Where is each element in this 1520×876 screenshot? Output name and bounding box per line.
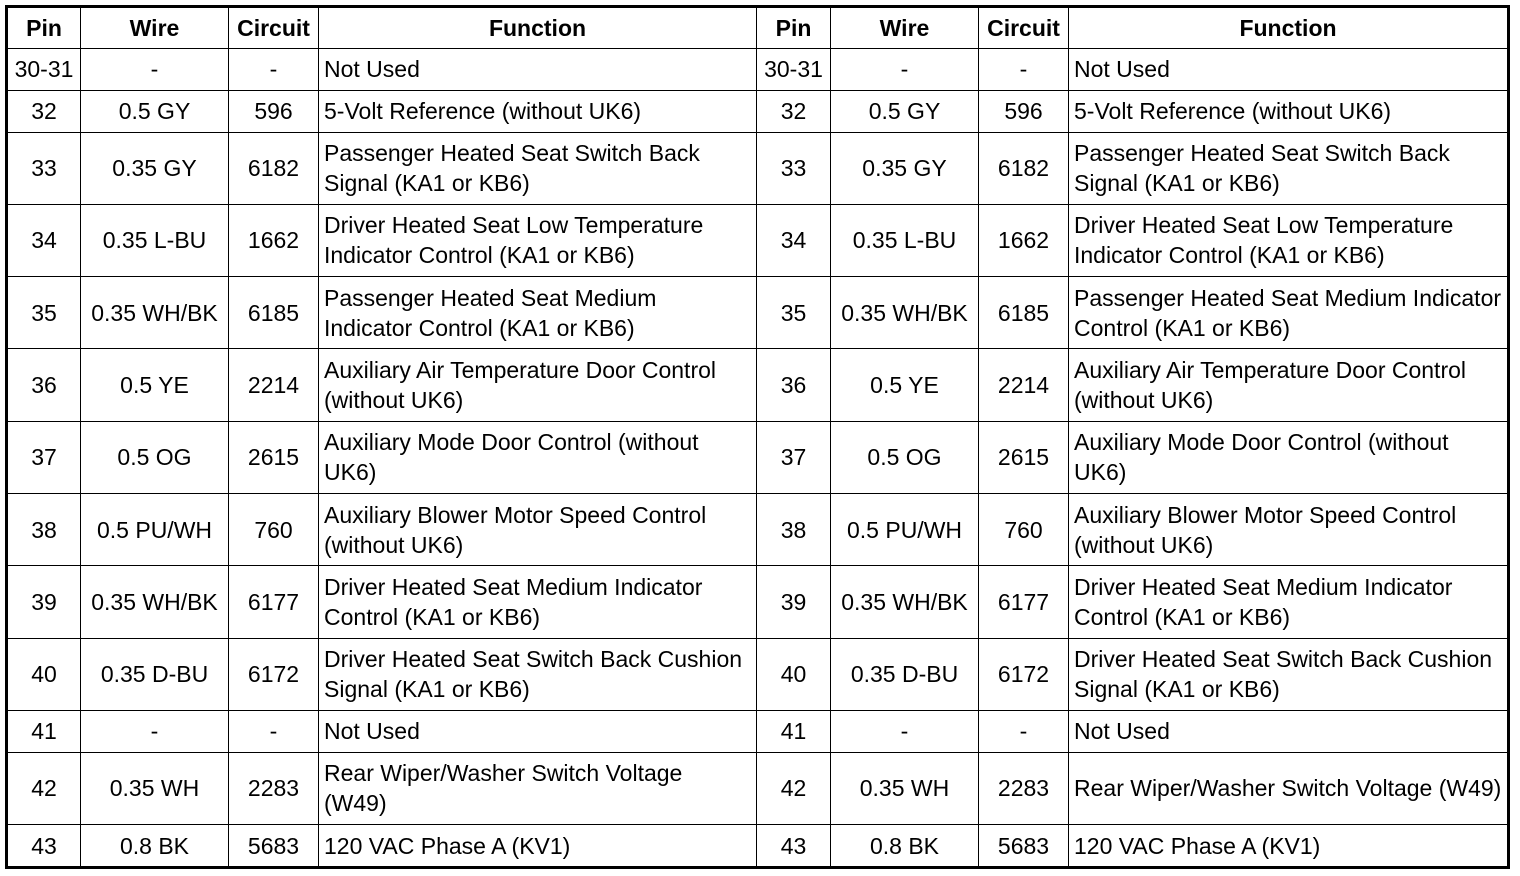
wire-cell-right: 0.5 PU/WH <box>831 494 979 566</box>
wire-cell-left: - <box>81 711 229 753</box>
pin-cell-right: 37 <box>757 421 831 493</box>
pin-cell-right: 41 <box>757 711 831 753</box>
circuit-cell-left: 5683 <box>229 825 319 868</box>
pin-cell-left: 41 <box>7 711 81 753</box>
wire-cell-left: 0.5 PU/WH <box>81 494 229 566</box>
pin-cell-left: 40 <box>7 638 81 710</box>
pin-table <box>5 5 1510 869</box>
wire-cell-right: 0.8 BK <box>831 825 979 868</box>
table-row <box>7 132 1509 204</box>
function-cell-right: Passenger Heated Seat Medium Indicator Control (KA1 or KB6) <box>1069 277 1509 349</box>
function-cell-right: 5-Volt Reference (without UK6) <box>1069 90 1509 132</box>
function-cell-right: Passenger Heated Seat Switch Back Signal (KA1 or KB6) <box>1069 132 1509 204</box>
table-row <box>7 711 1509 753</box>
header-pin-left: Pin <box>7 7 81 49</box>
function-cell-right: Rear Wiper/Washer Switch Voltage (W49) <box>1069 752 1509 824</box>
table-row <box>7 638 1509 710</box>
pin-cell-right: 30-31 <box>757 49 831 91</box>
pin-cell-right: 36 <box>757 349 831 421</box>
wire-cell-right: 0.35 WH <box>831 752 979 824</box>
wire-cell-right: - <box>831 49 979 91</box>
function-cell-right: Driver Heated Seat Switch Back Cushion Signal (KA1 or KB6) <box>1069 638 1509 710</box>
function-cell-right: Not Used <box>1069 711 1509 753</box>
header-function-right: Function <box>1069 7 1509 49</box>
table-header-row <box>7 7 1509 49</box>
function-cell-right: Driver Heated Seat Low Temperature Indicator Control (KA1 or KB6) <box>1069 204 1509 276</box>
circuit-cell-left: 2214 <box>229 349 319 421</box>
table-row <box>7 277 1509 349</box>
pin-cell-left: 39 <box>7 566 81 638</box>
pin-cell-left: 30-31 <box>7 49 81 91</box>
function-cell-right: Driver Heated Seat Medium Indicator Control (KA1 or KB6) <box>1069 566 1509 638</box>
function-cell-left: 120 VAC Phase A (KV1) <box>319 825 757 868</box>
table-row <box>7 349 1509 421</box>
circuit-cell-left: - <box>229 711 319 753</box>
function-cell-left: Auxiliary Blower Motor Speed Control (without UK6) <box>319 494 757 566</box>
header-circuit-left: Circuit <box>229 7 319 49</box>
function-cell-left: Auxiliary Air Temperature Door Control (without UK6) <box>319 349 757 421</box>
wire-cell-left: 0.8 BK <box>81 825 229 868</box>
wire-cell-right: 0.35 D-BU <box>831 638 979 710</box>
function-cell-left: Auxiliary Mode Door Control (without UK6) <box>319 421 757 493</box>
pin-cell-right: 42 <box>757 752 831 824</box>
header-circuit-right: Circuit <box>979 7 1069 49</box>
table-row <box>7 90 1509 132</box>
pin-cell-right: 32 <box>757 90 831 132</box>
pin-cell-left: 42 <box>7 752 81 824</box>
header-function-left: Function <box>319 7 757 49</box>
pin-cell-left: 37 <box>7 421 81 493</box>
wire-cell-right: 0.35 GY <box>831 132 979 204</box>
pin-cell-right: 38 <box>757 494 831 566</box>
header-wire-right: Wire <box>831 7 979 49</box>
function-cell-right: 120 VAC Phase A (KV1) <box>1069 825 1509 868</box>
wire-cell-right: 0.35 WH/BK <box>831 566 979 638</box>
pin-cell-left: 36 <box>7 349 81 421</box>
pin-cell-left: 33 <box>7 132 81 204</box>
wire-cell-right: 0.5 OG <box>831 421 979 493</box>
circuit-cell-right: 6172 <box>979 638 1069 710</box>
pin-cell-right: 43 <box>757 825 831 868</box>
table-body <box>7 49 1509 868</box>
circuit-cell-right: - <box>979 49 1069 91</box>
header-pin-right: Pin <box>757 7 831 49</box>
wire-cell-left: 0.35 L-BU <box>81 204 229 276</box>
pin-cell-left: 38 <box>7 494 81 566</box>
pin-cell-left: 35 <box>7 277 81 349</box>
circuit-cell-left: 2615 <box>229 421 319 493</box>
wire-cell-right: - <box>831 711 979 753</box>
table-row <box>7 49 1509 91</box>
circuit-cell-left: 2283 <box>229 752 319 824</box>
circuit-cell-right: 1662 <box>979 204 1069 276</box>
circuit-cell-left: 6185 <box>229 277 319 349</box>
circuit-cell-right: 6177 <box>979 566 1069 638</box>
function-cell-right: Auxiliary Air Temperature Door Control (without UK6) <box>1069 349 1509 421</box>
function-cell-right: Auxiliary Mode Door Control (without UK6) <box>1069 421 1509 493</box>
pin-cell-right: 35 <box>757 277 831 349</box>
wire-cell-left: 0.35 D-BU <box>81 638 229 710</box>
circuit-cell-right: 5683 <box>979 825 1069 868</box>
table-row <box>7 494 1509 566</box>
function-cell-left: Passenger Heated Seat Switch Back Signal (KA1 or KB6) <box>319 132 757 204</box>
circuit-cell-left: 6182 <box>229 132 319 204</box>
pin-cell-right: 34 <box>757 204 831 276</box>
function-cell-left: Driver Heated Seat Medium Indicator Control (KA1 or KB6) <box>319 566 757 638</box>
function-cell-left: Rear Wiper/Washer Switch Voltage (W49) <box>319 752 757 824</box>
function-cell-left: Not Used <box>319 711 757 753</box>
circuit-cell-left: 6172 <box>229 638 319 710</box>
circuit-cell-left: - <box>229 49 319 91</box>
circuit-cell-right: - <box>979 711 1069 753</box>
header-wire-left: Wire <box>81 7 229 49</box>
pin-cell-right: 40 <box>757 638 831 710</box>
wire-cell-right: 0.35 WH/BK <box>831 277 979 349</box>
wire-cell-left: 0.35 WH/BK <box>81 277 229 349</box>
table-row <box>7 752 1509 824</box>
circuit-cell-right: 2214 <box>979 349 1069 421</box>
circuit-cell-right: 6182 <box>979 132 1069 204</box>
function-cell-left: 5-Volt Reference (without UK6) <box>319 90 757 132</box>
pin-cell-right: 39 <box>757 566 831 638</box>
pin-cell-left: 43 <box>7 825 81 868</box>
wire-cell-left: 0.35 WH <box>81 752 229 824</box>
wire-cell-left: 0.5 YE <box>81 349 229 421</box>
function-cell-left: Not Used <box>319 49 757 91</box>
circuit-cell-right: 596 <box>979 90 1069 132</box>
wire-cell-right: 0.35 L-BU <box>831 204 979 276</box>
function-cell-right: Not Used <box>1069 49 1509 91</box>
function-cell-left: Passenger Heated Seat Medium Indicator Control (KA1 or KB6) <box>319 277 757 349</box>
function-cell-left: Driver Heated Seat Switch Back Cushion Signal (KA1 or KB6) <box>319 638 757 710</box>
wire-cell-left: 0.35 WH/BK <box>81 566 229 638</box>
wire-cell-left: - <box>81 49 229 91</box>
function-cell-right: Auxiliary Blower Motor Speed Control (without UK6) <box>1069 494 1509 566</box>
pin-cell-left: 34 <box>7 204 81 276</box>
circuit-cell-left: 596 <box>229 90 319 132</box>
wire-cell-left: 0.35 GY <box>81 132 229 204</box>
wire-cell-right: 0.5 GY <box>831 90 979 132</box>
table-row <box>7 204 1509 276</box>
function-cell-left: Driver Heated Seat Low Temperature Indicator Control (KA1 or KB6) <box>319 204 757 276</box>
table-row <box>7 825 1509 868</box>
table-row <box>7 566 1509 638</box>
circuit-cell-left: 760 <box>229 494 319 566</box>
wire-cell-left: 0.5 OG <box>81 421 229 493</box>
table-row <box>7 421 1509 493</box>
circuit-cell-right: 6185 <box>979 277 1069 349</box>
wire-cell-left: 0.5 GY <box>81 90 229 132</box>
connector-end-view-table <box>5 5 1507 869</box>
wire-cell-right: 0.5 YE <box>831 349 979 421</box>
circuit-cell-left: 1662 <box>229 204 319 276</box>
circuit-cell-right: 760 <box>979 494 1069 566</box>
circuit-cell-right: 2283 <box>979 752 1069 824</box>
pin-cell-left: 32 <box>7 90 81 132</box>
pin-cell-right: 33 <box>757 132 831 204</box>
circuit-cell-right: 2615 <box>979 421 1069 493</box>
circuit-cell-left: 6177 <box>229 566 319 638</box>
